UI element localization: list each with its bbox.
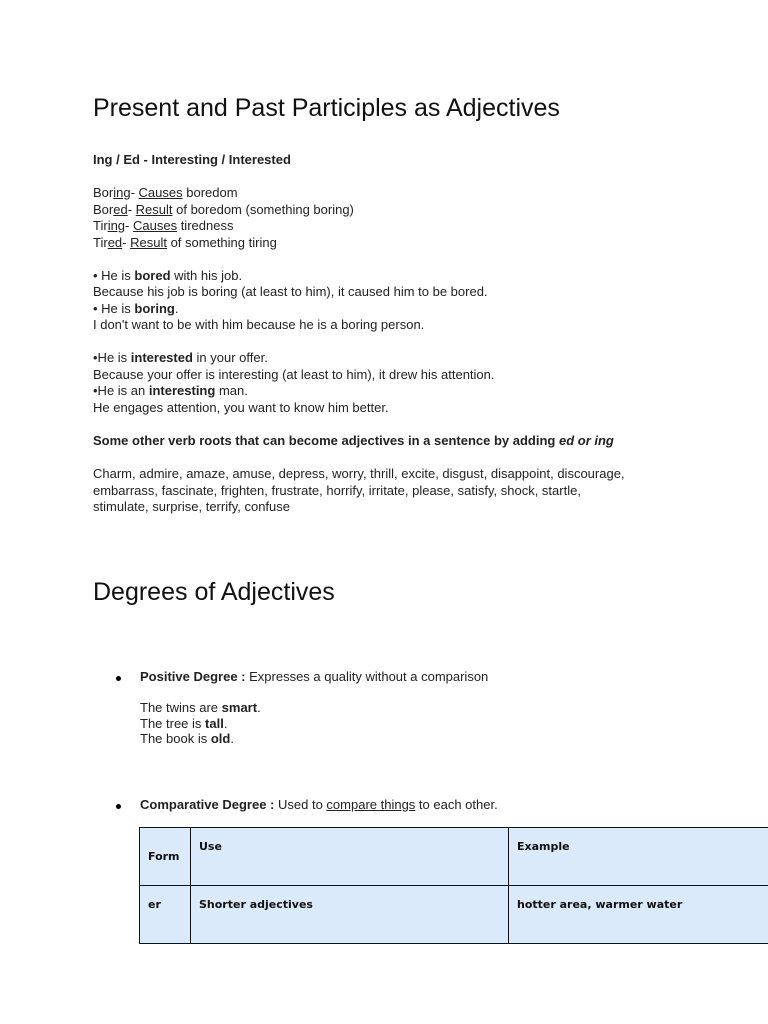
example-sentence: •He is interested in your offer. <box>93 350 268 365</box>
section-title: Degrees of Adjectives <box>93 578 335 606</box>
example-explanation: I don't want to be with him because he is a boring person. <box>93 317 425 332</box>
positive-example: The book is old. <box>140 731 234 746</box>
roots-list-line: stimulate, surprise, terrify, confuse <box>93 499 290 514</box>
table-cell: Shorter adjectives <box>191 886 509 944</box>
comparative-degree-item: Comparative Degree : Used to compare things to each other. <box>140 797 498 812</box>
table-header-cell: Example <box>509 828 768 886</box>
example-explanation: Because your offer is interesting (at least to him), it drew his attention. <box>93 366 495 382</box>
definition-line: Bored- Result of boredom (something boring) <box>93 201 354 217</box>
positive-example: The tree is tall. <box>140 715 228 731</box>
subheading: Ing / Ed - Interesting / Interested <box>93 152 291 167</box>
example-explanation: Because his job is boring (at least to him), it caused him to be bored. <box>93 284 488 299</box>
table-header-cell: Use <box>191 828 509 886</box>
table-header-row <box>140 828 768 886</box>
comparative-table <box>139 827 768 944</box>
roots-list-line: embarrass, fascinate, frighten, frustrate, horrify, irritate, please, satisfy, shock, startle, <box>93 482 581 498</box>
roots-heading: Some other verb roots that can become adjectives in a sentence by adding ed or ing <box>93 432 614 448</box>
definition-line: Tired- Result of something tiring <box>93 234 277 250</box>
page-title: Present and Past Participles as Adjectives <box>93 94 560 122</box>
example-sentence: • He is bored with his job. <box>93 267 243 283</box>
table-cell: hotter area, warmer water <box>509 886 768 944</box>
positive-example: The twins are smart. <box>140 700 261 715</box>
definition-line: Boring- Causes boredom <box>93 185 238 200</box>
roots-list-line: Charm, admire, amaze, amuse, depress, worry, thrill, excite, disgust, disappoint, discourage, <box>93 466 625 481</box>
example-sentence: •He is an interesting man. <box>93 383 248 398</box>
definition-line: Tiring- Causes tiredness <box>93 218 234 233</box>
table-cell: er <box>140 886 191 944</box>
table-header-cell: Form <box>140 828 191 886</box>
bullet-icon <box>116 676 121 681</box>
table-row <box>140 886 768 944</box>
compare-things-link[interactable]: compare things <box>326 797 416 812</box>
example-explanation: He engages attention, you want to know him better. <box>93 399 389 415</box>
bullet-icon <box>116 804 121 809</box>
example-sentence: • He is boring. <box>93 300 179 316</box>
positive-degree-item: Positive Degree : Expresses a quality without a comparison <box>140 669 489 684</box>
